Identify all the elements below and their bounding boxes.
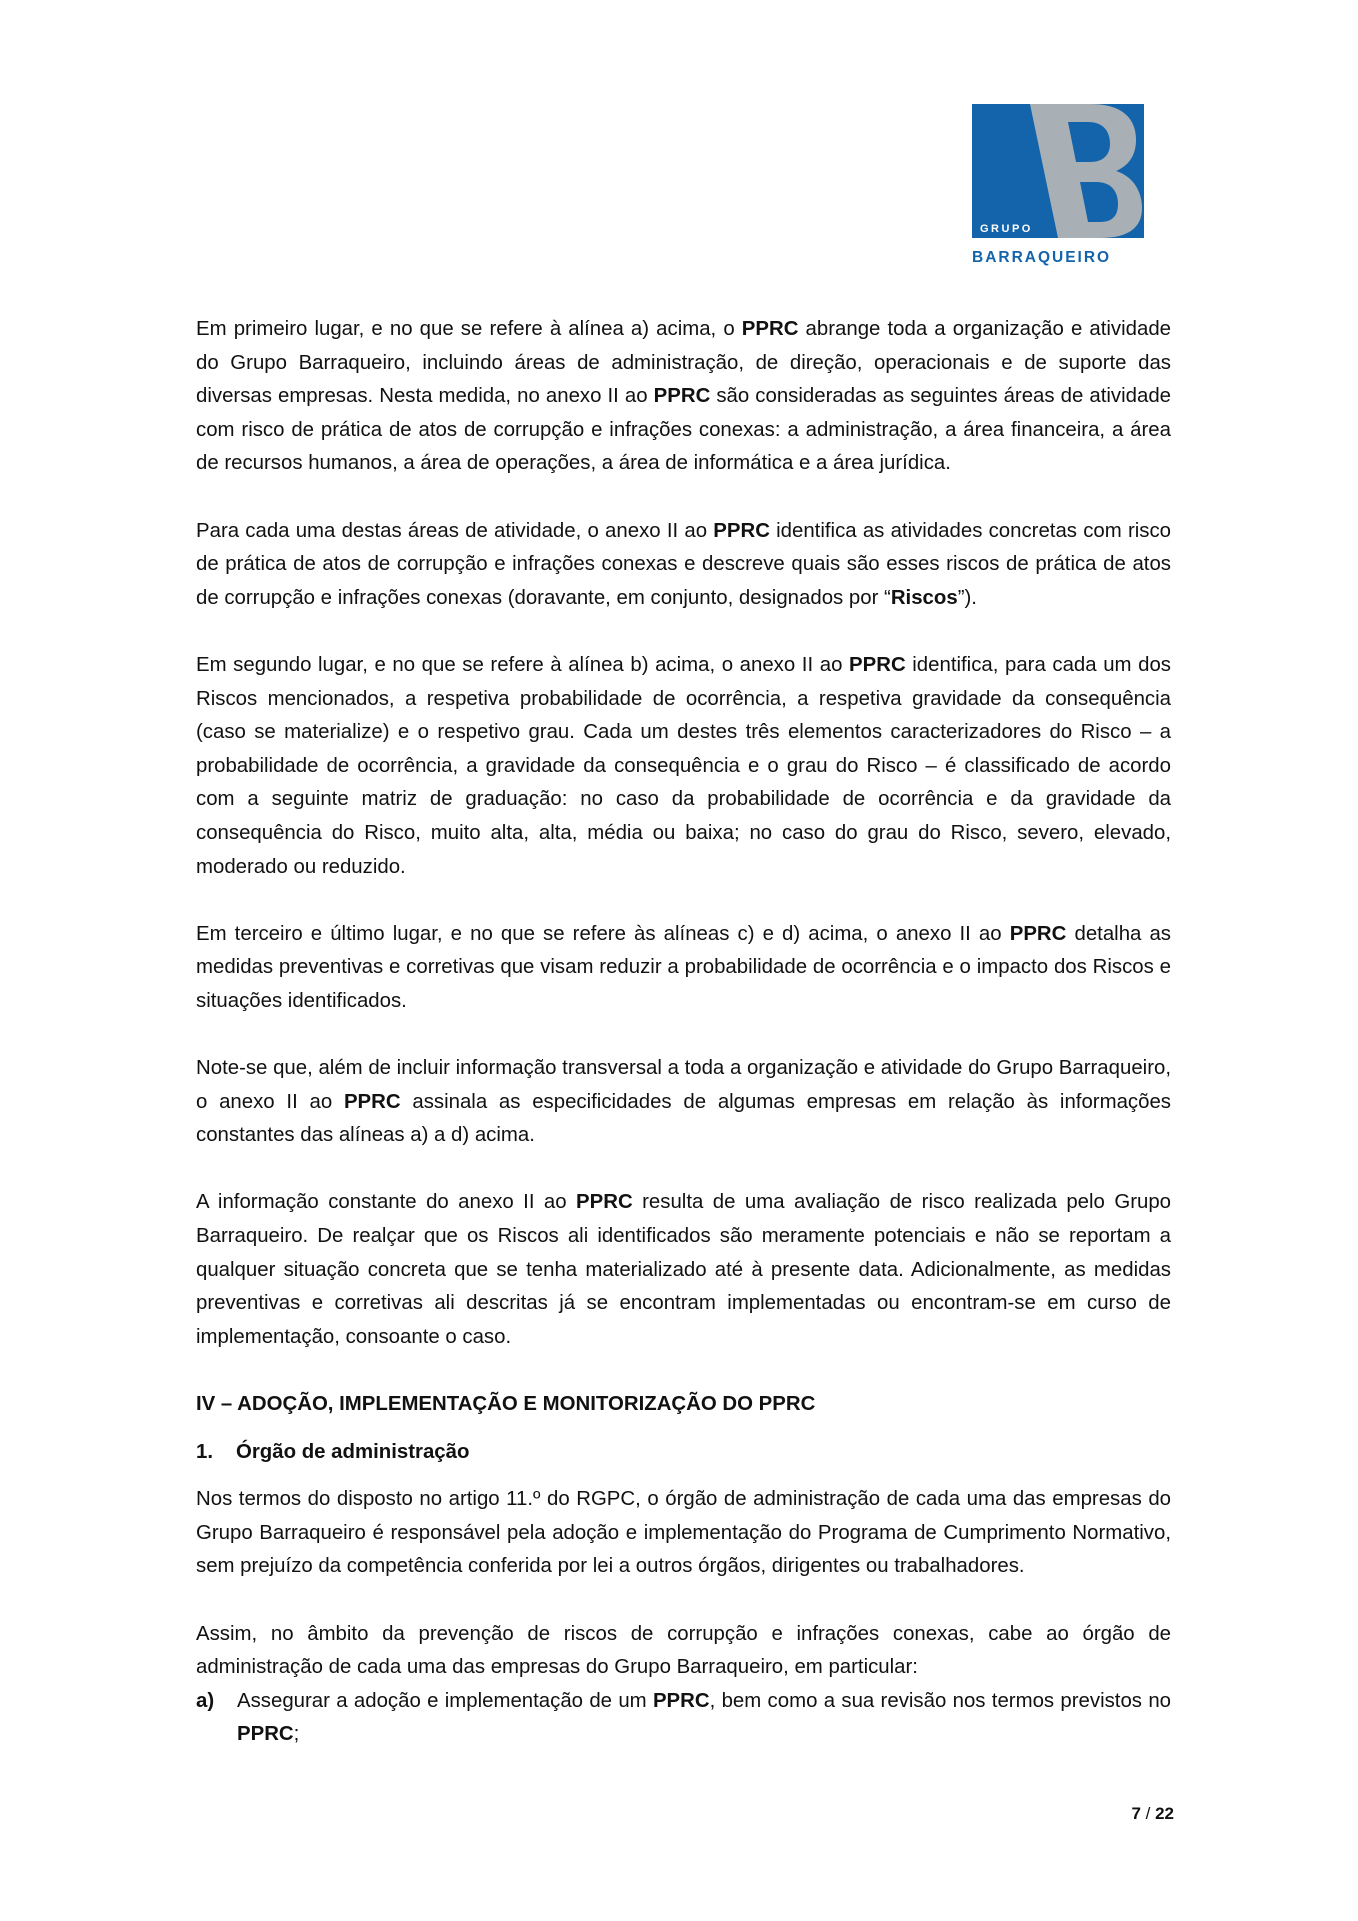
text: detalha as medidas preventivas e corretivas que visam reduzir a probabilidade de ocorrência e o impacto dos Riscos e situações identificados. bbox=[196, 922, 1172, 1012]
paragraph-6 bbox=[196, 1186, 1171, 1354]
pprc-bold: PPRC bbox=[576, 1191, 633, 1214]
page-number bbox=[1110, 1804, 1174, 1824]
riscos-bold: Riscos bbox=[890, 586, 958, 609]
paragraph-2 bbox=[196, 515, 1171, 616]
text: Em terceiro e último lugar, e no que se refere às alíneas c) e d) acima, o anexo II ao bbox=[196, 922, 1010, 945]
pprc-bold: PPRC bbox=[653, 385, 711, 408]
list-item-text bbox=[237, 1685, 1171, 1752]
text: ”). bbox=[957, 586, 977, 609]
text: , bem como a sua revisão nos termos previstos no bbox=[709, 1689, 1171, 1712]
paragraph-4 bbox=[196, 918, 1171, 1019]
page-separator: / bbox=[1140, 1804, 1156, 1823]
text: Assegurar a adoção e implementação de um bbox=[237, 1689, 653, 1712]
text: Em primeiro lugar, e no que se refere à alínea a) acima, o bbox=[196, 318, 742, 340]
logo-grupo-text: GRUPO bbox=[980, 223, 1033, 235]
text: ; bbox=[293, 1723, 300, 1746]
text: abrange toda a organização e atividade do Grupo Barraqueiro, incluindo áreas de administração, de direção, operacionais e de suporte das diversas empresas. Nesta medida, no anexo II ao bbox=[196, 318, 1172, 408]
section-title: IV – ADOÇÃO, IMPLEMENTAÇÃO E MONITORIZAÇÃO DO PPRC bbox=[196, 1393, 816, 1415]
paragraph-5 bbox=[196, 1052, 1171, 1153]
text: identifica as atividades concretas com risco de prática de atos de corrupção e infrações conexas e descreve quais são esses riscos de prática de atos de corrupção e infrações conexas (doravante, em conjunto, designados por “ bbox=[196, 519, 1172, 609]
text: Para cada uma destas áreas de atividade, o anexo II ao bbox=[196, 519, 714, 542]
grupo-barraqueiro-logo bbox=[972, 104, 1146, 266]
page-current: 7 bbox=[1131, 1804, 1141, 1823]
text: Note-se que, além de incluir informação transversal a toda a organização e atividade do Grupo Barraqueiro, o anexo II ao bbox=[196, 1057, 1171, 1113]
pprc-bold: PPRC bbox=[237, 1723, 294, 1746]
subsection-label: Órgão de administração bbox=[236, 1440, 470, 1463]
page-total: 22 bbox=[1155, 1804, 1174, 1823]
logo-graphic bbox=[972, 104, 1146, 266]
text: assinala as especificidades de algumas empresas em relação às informações constantes das alíneas a) a d) acima. bbox=[196, 1090, 1171, 1147]
paragraph-1 bbox=[196, 313, 1171, 481]
paragraph-8: Assim, no âmbito da prevenção de riscos de corrupção e infrações conexas, cabe ao órgão de administração de cada uma das empresas do Grupo Barraqueiro, em particular: bbox=[196, 1622, 1171, 1679]
subsection-title bbox=[196, 1436, 1171, 1470]
paragraph-3 bbox=[196, 649, 1171, 884]
pprc-bold: PPRC bbox=[343, 1090, 401, 1113]
pprc-bold: PPRC bbox=[741, 318, 799, 340]
subsection-number: 1. bbox=[196, 1440, 214, 1463]
text: são consideradas as seguintes áreas de atividade com risco de prática de atos de corrupção e infrações conexas: a administração, a área financeira, a área de recursos humanos, a área de operações, a área de informática e a área jurídica. bbox=[196, 385, 1171, 475]
pprc-bold: PPRC bbox=[849, 653, 906, 676]
text: resulta de uma avaliação de risco realizada pelo Grupo Barraqueiro. De realçar que os Riscos ali identificados são meramente potenciais e não se reportam a qualquer situação concreta que se tenha materializado até à presente data. Adicionalmente, as medidas preventivas e corretivas ali descritas já se encontram implementadas ou encontram-se em curso de implementação, consoante o caso. bbox=[196, 1191, 1172, 1348]
document-body bbox=[196, 313, 1171, 1752]
pprc-bold: PPRC bbox=[1009, 922, 1067, 945]
text: A informação constante do anexo II ao bbox=[196, 1191, 577, 1214]
text: identifica, para cada um dos Riscos mencionados, a respetiva probabilidade de ocorrência, a respetiva gravidade da consequência (caso se materialize) e o respetivo grau. Cada um destes três elementos caracterizadores do Risco – a probabilidade de ocorrência, a gravidade da consequência e o grau do Risco – é classificado de acordo com a seguinte matriz de graduação: no caso da probabilidade de ocorrência e da gravidade da consequência do Risco, muito alta, alta, média ou baixa; no caso do grau do Risco, severo, elevado, moderado ou reduzido. bbox=[196, 653, 1172, 878]
paragraph-7: Nos termos do disposto no artigo 11.º do RGPC, o órgão de administração de cada uma das empresas do Grupo Barraqueiro é responsável pela adoção e implementação do Programa de Cumprimento Normativo, sem prejuízo da competência conferida por lei a outros órgãos, dirigentes ou trabalhadores. bbox=[196, 1488, 1171, 1578]
logo-barraqueiro-text: BARRAQUEIRO bbox=[972, 249, 1112, 266]
pprc-bold: PPRC bbox=[652, 1689, 710, 1712]
text: Em segundo lugar, e no que se refere à alínea b) acima, o anexo II ao bbox=[196, 653, 850, 676]
list-item-a bbox=[196, 1685, 1171, 1752]
pprc-bold: PPRC bbox=[713, 519, 770, 542]
list-marker: a) bbox=[196, 1689, 215, 1712]
